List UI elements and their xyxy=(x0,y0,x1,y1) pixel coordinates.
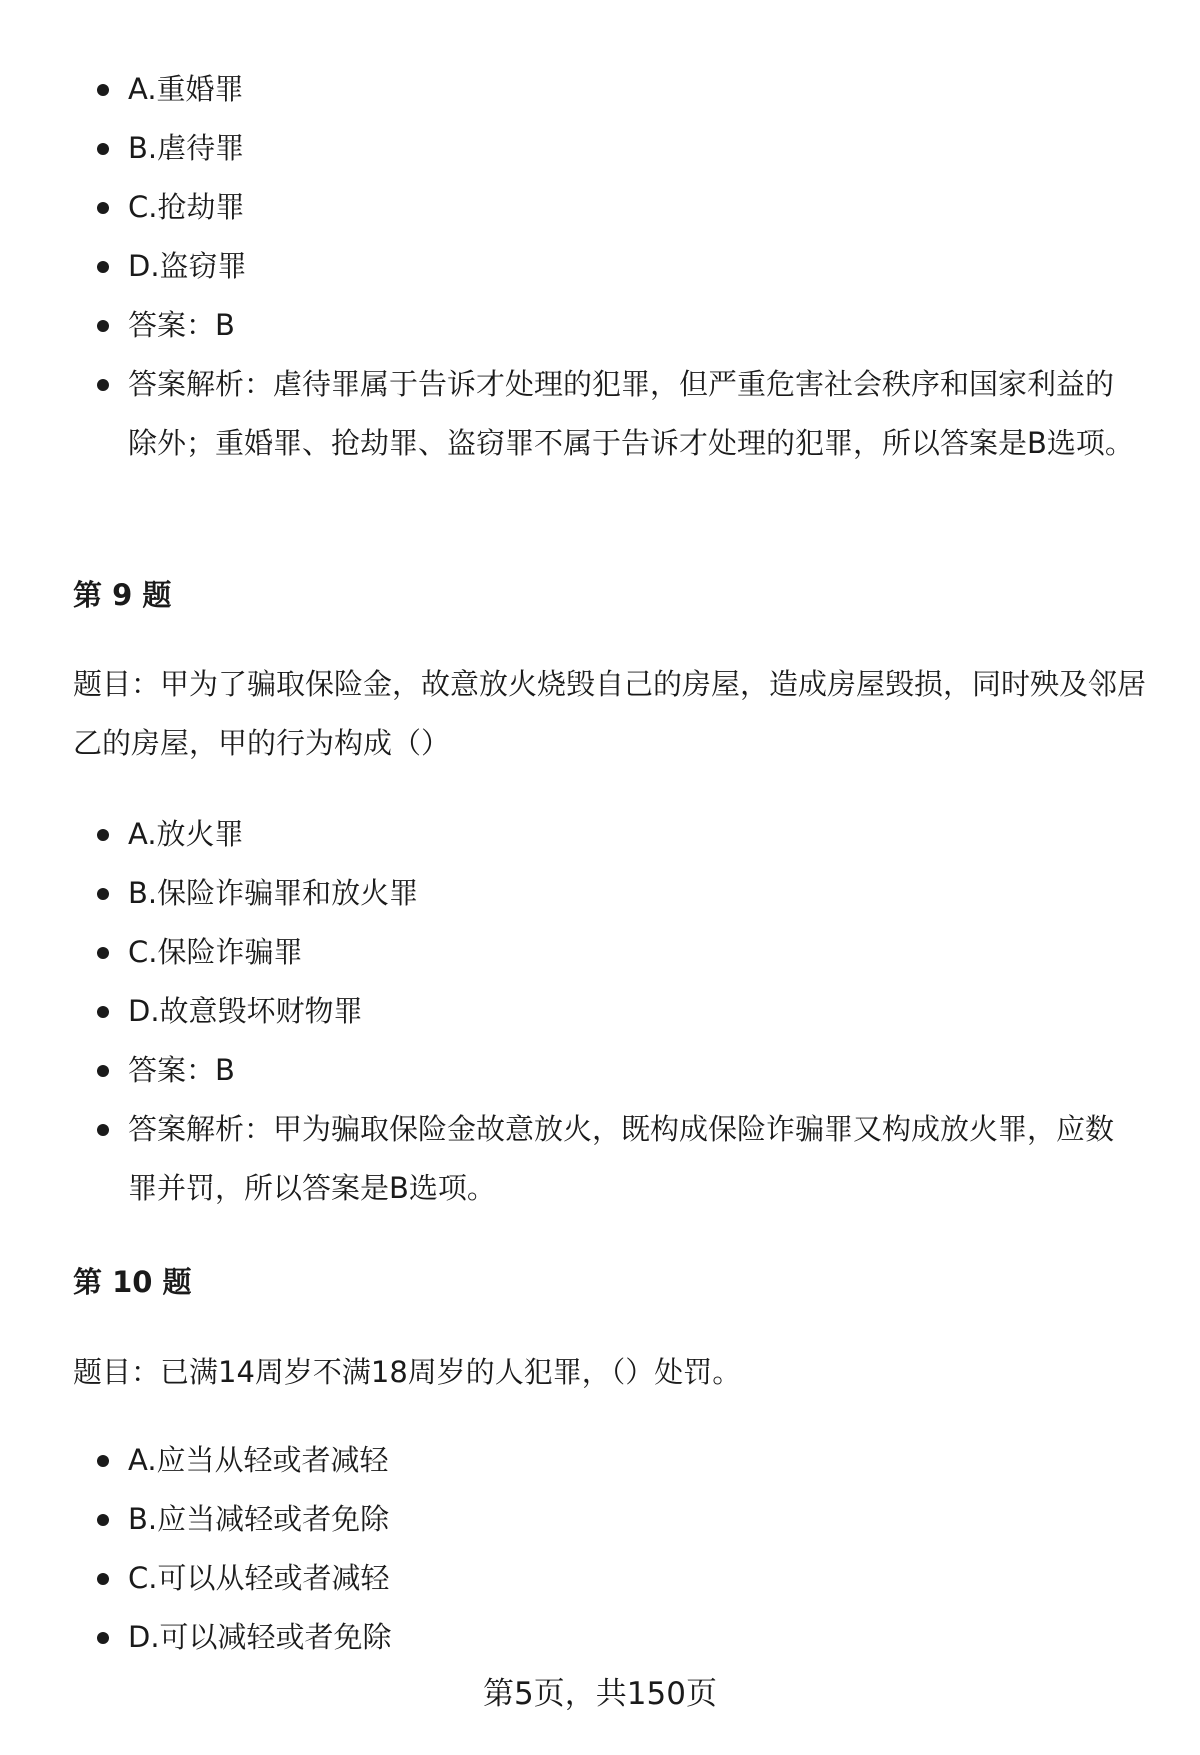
option-c xyxy=(0,1549,1200,1608)
option-text: B.保险诈骗罪和放火罪 xyxy=(128,876,419,910)
question-10-stem: 题目：已满14周岁不满18周岁的人犯罪，（）处罚。 xyxy=(73,1355,742,1389)
option-text: A.重婚罪 xyxy=(128,72,244,106)
option-text: D.可以减轻或者免除 xyxy=(128,1620,392,1654)
option-b xyxy=(0,119,1200,178)
option-a xyxy=(0,60,1200,119)
answer-explanation xyxy=(0,355,1200,473)
answer xyxy=(0,1041,1200,1100)
option-text: B.虐待罪 xyxy=(128,131,245,165)
option-text: D.故意毁坏财物罪 xyxy=(128,994,363,1028)
bullet-icon xyxy=(97,1455,109,1467)
option-b xyxy=(0,864,1200,923)
bullet-icon xyxy=(97,84,109,96)
option-text: D.盗窃罪 xyxy=(128,249,247,283)
option-text: C.抢劫罪 xyxy=(128,190,245,224)
bullet-icon xyxy=(97,320,109,332)
explanation-text: 答案解析：甲为骗取保险金故意放火，既构成保险诈骗罪又构成放火罪，应数罪并罚，所以答案是B选项。 xyxy=(128,1112,1115,1205)
option-a xyxy=(0,805,1200,864)
option-text: C.保险诈骗罪 xyxy=(128,935,303,969)
bullet-icon xyxy=(97,261,109,273)
option-text: C.可以从轻或者减轻 xyxy=(128,1561,390,1595)
option-d xyxy=(0,1608,1200,1667)
bullet-icon xyxy=(97,1514,109,1526)
answer-text: 答案：B xyxy=(128,308,235,342)
option-c xyxy=(0,923,1200,982)
option-c xyxy=(0,178,1200,237)
question-9-stem: 题目：甲为了骗取保险金，故意放火烧毁自己的房屋，造成房屋毁损，同时殃及邻居乙的房屋，甲的行为构成（） xyxy=(73,667,1147,760)
bullet-icon xyxy=(97,947,109,959)
bullet-icon xyxy=(97,379,109,391)
bullet-icon xyxy=(97,1065,109,1077)
option-b xyxy=(0,1490,1200,1549)
bullet-icon xyxy=(97,888,109,900)
answer-text: 答案：B xyxy=(128,1053,235,1087)
bullet-icon xyxy=(97,829,109,841)
answer-explanation xyxy=(0,1100,1200,1218)
option-text: A.放火罪 xyxy=(128,817,244,851)
q10-options-list xyxy=(0,1431,1200,1667)
option-text: B.应当减轻或者免除 xyxy=(128,1502,390,1536)
bullet-icon xyxy=(97,143,109,155)
option-d xyxy=(0,237,1200,296)
bullet-icon xyxy=(97,1573,109,1585)
q9-options-list xyxy=(0,805,1200,1218)
option-a xyxy=(0,1431,1200,1490)
bullet-icon xyxy=(97,202,109,214)
bullet-icon xyxy=(97,1006,109,1018)
question-9-heading: 第 9 题 xyxy=(73,578,172,612)
page-number-footer: 第5页，共150页 xyxy=(483,1676,717,1712)
option-d xyxy=(0,982,1200,1041)
bullet-icon xyxy=(97,1124,109,1136)
option-text: A.应当从轻或者减轻 xyxy=(128,1443,389,1477)
answer xyxy=(0,296,1200,355)
q8-options-list xyxy=(0,60,1200,473)
bullet-icon xyxy=(97,1632,109,1644)
question-10-heading: 第 10 题 xyxy=(73,1265,192,1299)
explanation-text: 答案解析：虐待罪属于告诉才处理的犯罪，但严重危害社会秩序和国家利益的除外；重婚罪、抢劫罪、盗窃罪不属于告诉才处理的犯罪，所以答案是B选项。 xyxy=(128,367,1134,460)
